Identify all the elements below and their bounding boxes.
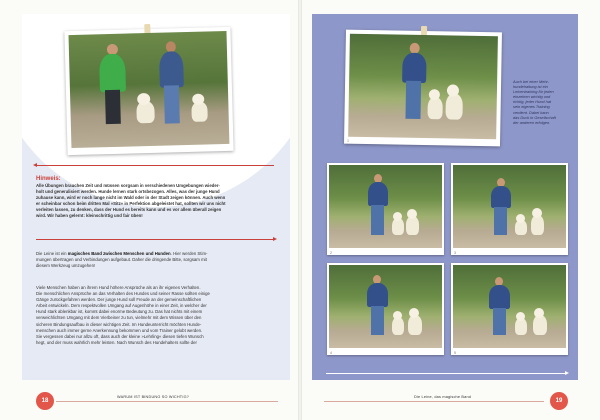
top-left-photo	[64, 27, 233, 155]
hint-bottom-rule	[36, 239, 274, 240]
right-page-arrow	[326, 373, 566, 374]
photo-man-woman-dogs	[69, 31, 230, 148]
footer-title-right: Die Leine, das magische Band	[414, 395, 472, 399]
page-number-right: 19	[550, 392, 568, 410]
paragraph-leash: Die Leine ist ein magisches Band zwischen Menschen und Hunden. Hier werden Stim- mungen übertragen und Verbindungen aufgebaut. Daher die dringende Bitte, sorgsam mit diesem Werkzeug umzugehen!	[36, 251, 208, 269]
hint-top-rule	[36, 165, 274, 166]
footer-title-left: WARUM IST BINDUNG SO WICHTIG?	[117, 395, 190, 399]
footer-line-right	[324, 401, 544, 402]
photo-caption: Auch bei einer Mehr- hundehaltung ist ein Leinentraining für jeden einzelnen wichtig und richtig, jeder Hund hat sein eigenes Training verdient. Dabei kann das Duck in Gesellschaft der anderen erfolgen.	[513, 79, 556, 125]
grid-photo-3	[451, 163, 568, 255]
footer-line-left	[56, 401, 278, 402]
book-gutter	[298, 0, 302, 420]
hint-text: Alle Übungen brauchen Zeit und müssen sorgsam in verschiedenen Umgebungen wieder- holt und generalisiert werden. Hunde lernen stark ortsbezogen. Alles, was der junge Hund zuhause kann, wird er noch lange nicht im Wald oder in der Stadt zeigen können. Auch wenn er scheinbar schon beim dritten Mal »Sitz« in Perfektion abgeleistet hat, sollten wir uns nicht verleiten lassen, zu denken, dass der Hund es bereits kann und es vor allem überall zeigen wird. Wir haben gelernt: kleinschrittig und fair üben!	[36, 183, 226, 218]
paragraph-expectations: Viele Menschen haben an ihrem Hund höhere Ansprüche als an ihr eigenes Verhalten. Die menschlichen Ansprüche an das Verhalten des Hundes und seiner Rasse sollten einige Gänge zurückgefahren werden. Der junge Hund soll Freude an der gemeinschaftlichen Arbeit entwickeln. Dem respektvollen Umgang auf Augenhöhe in einer Zeit, in welcher der Hund stark ablenkbar ist, kommt dabei enorme Bedeutung zu. Das hat nichts mit einem verweichlichten Umgang mit dem Vierbeiner zu tun, vielmehr mit dem Wissen über den sicheren Bindungsaufbau in dieser wichtigen Zeit. Im Hundeunterricht möchten Hunde- menschen auch immer gerne Anerkennung bekommen und vom Trainer gelobt werden. Sie vergessen dabei nur allzu oft, dass auch der kleine »Lehrling« diesen tiefen Wunsch hegt, und der muss wahrlich mehr leisten. Nach Wunsch des Hundehalters sollte der	[36, 285, 210, 345]
photo-woman-two-dogs	[348, 34, 498, 140]
photo-number: 4	[330, 351, 332, 355]
photo-number: 5	[454, 351, 456, 355]
photo-number: 2	[330, 251, 332, 255]
grid-photo-5	[451, 263, 568, 355]
hint-title: Hinweis:	[36, 176, 61, 182]
top-right-photo	[344, 30, 502, 147]
page-number-left: 18	[36, 392, 54, 410]
grid-photo-2	[327, 163, 444, 255]
photo-number: 3	[454, 251, 456, 255]
photo-number: 1	[347, 138, 350, 143]
grid-photo-4	[327, 263, 444, 355]
